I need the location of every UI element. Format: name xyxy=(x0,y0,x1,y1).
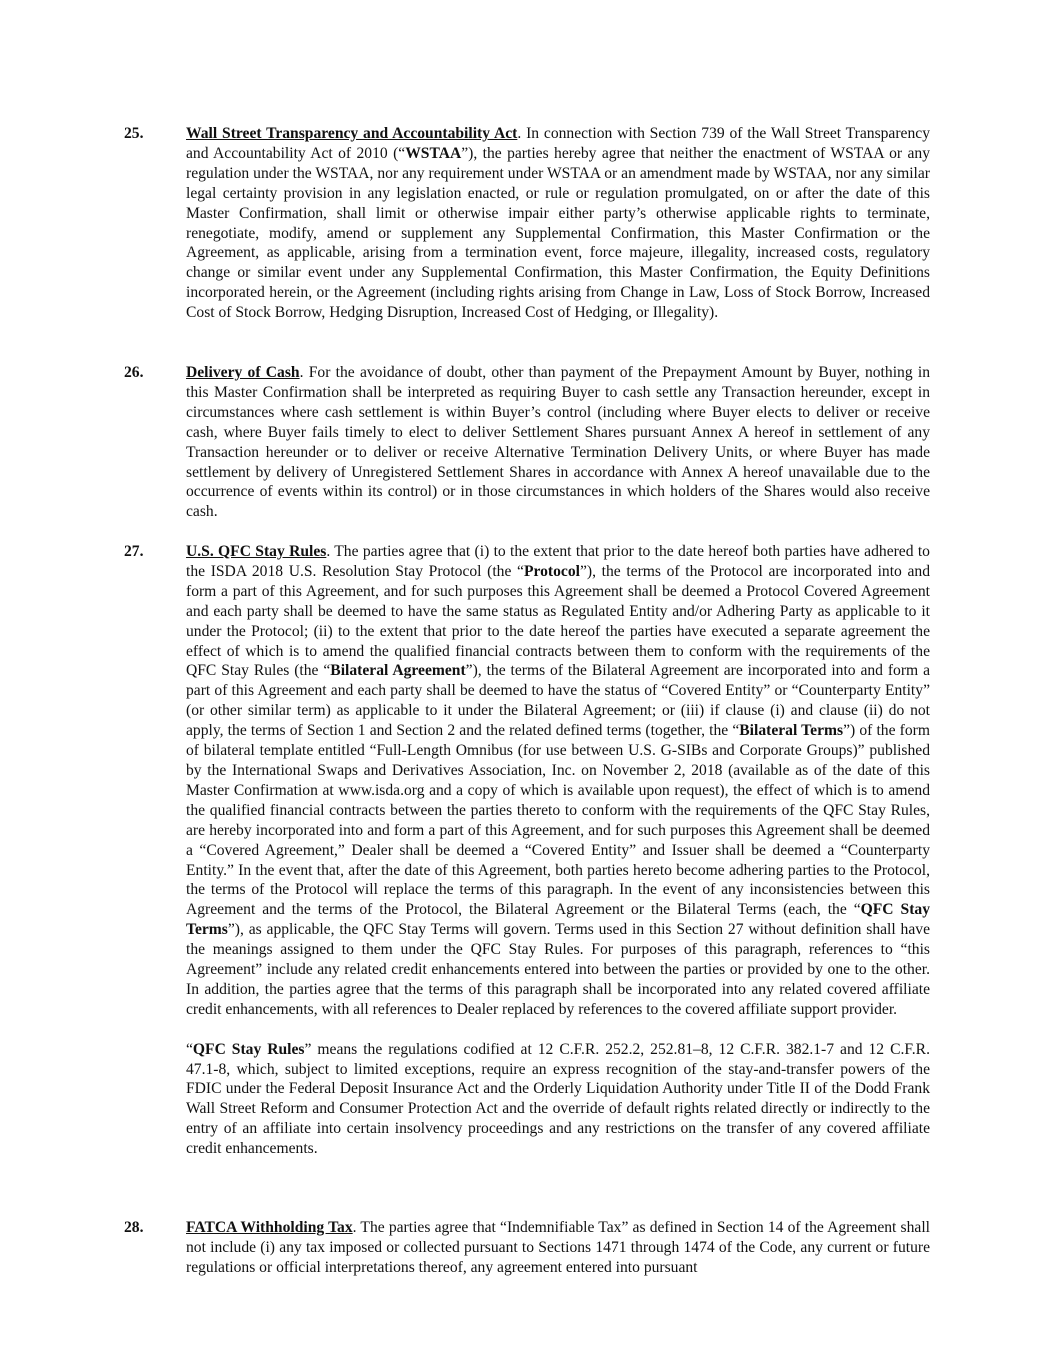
section-25 xyxy=(124,124,930,323)
section-body: FATCA Withholding Tax. The parties agree that “Indemnifiable Tax” as defined in Section 14 of the Agreement shall not include (i) any tax imposed or collected pursuant to Sections 1471 through 1474 of the Code, any current or future regulations or official interpretations thereof, any agreement entered into pursuant xyxy=(186,1219,930,1276)
defined-term: Bilateral Terms xyxy=(739,722,844,740)
section-body: U.S. QFC Stay Rules. The parties agree that (i) to the extent that prior to the date hereof both parties have adhered to the ISDA 2018 U.S. Resolution Stay Protocol (the “Protocol”), the terms of the Protocol are incorporated into and form a part of this Agreement, and for such purposes this Agreement shall be deemed a Protocol Covered Agreement and each party shall be deemed to have the same status as Regulated Entity and/or Adhering Party as applicable to it under the Protocol; (ii) to the extent that prior to the date hereof the parties have executed a separate agreement the effect of which is to amend the qualified financial contracts between them to conform with the requirements of the QFC Stay Rules (the “Bilateral Agreement”), the terms of the Bilateral Agreement are incorporated into and form a part of this Agreement and each party shall be deemed to have the status of “Covered Entity” or “Counterparty Entity” (or other similar term) as applicable to it under the Bilateral Agreement; or (iii) if clause (i) and clause (ii) do not apply, the terms of Section 1 and Section 2 and the related defined terms (together, the “Bilateral Terms”) of the form of bilateral template entitled “Full-Length Omnibus (for use between U.S. G-SIBs and Corporate Groups)” published by the International Swaps and Derivatives Association, Inc. on November 2, 2018 (available as of the date of this Master Confirmation at www.isda.org and a copy of which is available upon request), the effect of which is to amend the qualified financial contracts between the parties thereto to conform with the requirements of the QFC Stay Rules, are hereby incorporated into and form a part of this Agreement, and for such purposes this Agreement shall be deemed a “Covered Agreement,” Dealer shall be deemed a “Covered Entity” and Issuer shall be deemed a “Counterparty Entity.” In the event that, after the date of this Agreement, both parties hereto become adhering parties to the Protocol, the terms of the Protocol will replace the terms of this paragraph. In the event of any inconsistencies between this Agreement and the terms of the Protocol, the Bilateral Agreement or the Bilateral Terms (each, the “QFC Stay Terms”), as applicable, the QFC Stay Terms will govern. Terms used in this Section 27 without definition shall have the meanings assigned to them under the QFC Stay Rules. For purposes of this paragraph, references to “this Agreement” include any related credit enhancements entered into between the parties or provided by one to the other. In addition, the parties agree that the terms of this paragraph shall be incorporated into any related covered affiliate credit enhancements, with all references to Dealer replaced by references to the covered affiliate support provider. xyxy=(186,543,930,1018)
section-number: 28. xyxy=(124,1219,144,1236)
section-paragraph-2: “QFC Stay Rules” means the regulations codified at 12 C.F.R. 252.2, 252.81–8, 12 C.F.R. 382.1-7 and 12 C.F.R. 47.1-8, which, subject to limited exceptions, require an express recognition of the stay-and-transfer powers of the FDIC under the Federal Deposit Insurance Act and the Orderly Liquidation Authority under Title II of the Dodd Frank Wall Street Reform and Consumer Protection Act and the override of default rights related directly or indirectly to the entry of an affiliate into certain insolvency proceedings and any restrictions on the transfer of any covered affiliate credit enhancements. xyxy=(186,1040,930,1158)
defined-term: Bilateral Agreement xyxy=(330,662,466,680)
section-28 xyxy=(124,1218,930,1278)
section-number: 27. xyxy=(124,543,144,560)
section-number: 25. xyxy=(124,125,144,142)
section-body: Wall Street Transparency and Accountability Act. In connection with Section 739 of the Wall Street Transparency and Accountability Act of 2010 (“WSTAA”), the parties hereby agree that neither the enactment of WSTAA or any regulation under the WSTAA, nor any requirement under WSTAA or an amendment made by WSTAA, nor any similar legal certainty provision in any legislation enacted, or rule or regulation promulgated, on or after the date of this Master Confirmation, shall limit or otherwise impair either party’s otherwise applicable rights to terminate, renegotiate, modify, amend or supplement any Supplemental Confirmation, this Master Confirmation or the Agreement, as applicable, arising from a termination event, force majeure, illegality, increased costs, regulatory change or similar event under any Supplemental Confirmation, this Master Confirmation, the Equity Definitions incorporated herein, or the Agreement (including rights arising from Change in Law, Loss of Stock Borrow, Increased Cost of Stock Borrow, Hedging Disruption, Increased Cost of Hedging, or Illegality). xyxy=(186,125,931,322)
section-heading: Delivery of Cash xyxy=(186,364,300,381)
section-heading: U.S. QFC Stay Rules xyxy=(186,543,327,560)
defined-term: Protocol xyxy=(523,562,580,580)
section-number: 26. xyxy=(124,364,144,381)
section-body: Delivery of Cash. For the avoidance of doubt, other than payment of the Prepayment Amount by Buyer, nothing in this Master Confirmation shall be interpreted as requiring Buyer to cash settle any Transaction hereunder, except in circumstances where cash settlement is within Buyer’s control (including where Buyer elects to deliver or receive cash, where Buyer fails timely to elect to deliver Settlement Shares pursuant Annex A hereof in settlement of any Transaction hereunder or to deliver or receive Alternative Termination Delivery Units, or where Buyer has made settlement by delivery of Unregistered Settlement Shares in accordance with Annex A hereof unavailable due to the occurrence of events within its control) or in those circumstances in which holders of the Shares would also receive cash. xyxy=(186,364,930,521)
defined-term: QFC Stay Rules xyxy=(192,1040,305,1058)
section-27 xyxy=(124,542,930,1159)
defined-term: QFC Stay Terms xyxy=(186,901,930,939)
section-heading: Wall Street Transparency and Accountability Act xyxy=(186,125,518,142)
defined-term: WSTAA xyxy=(405,144,462,162)
section-26 xyxy=(124,363,930,522)
section-heading: FATCA Withholding Tax xyxy=(186,1219,353,1236)
